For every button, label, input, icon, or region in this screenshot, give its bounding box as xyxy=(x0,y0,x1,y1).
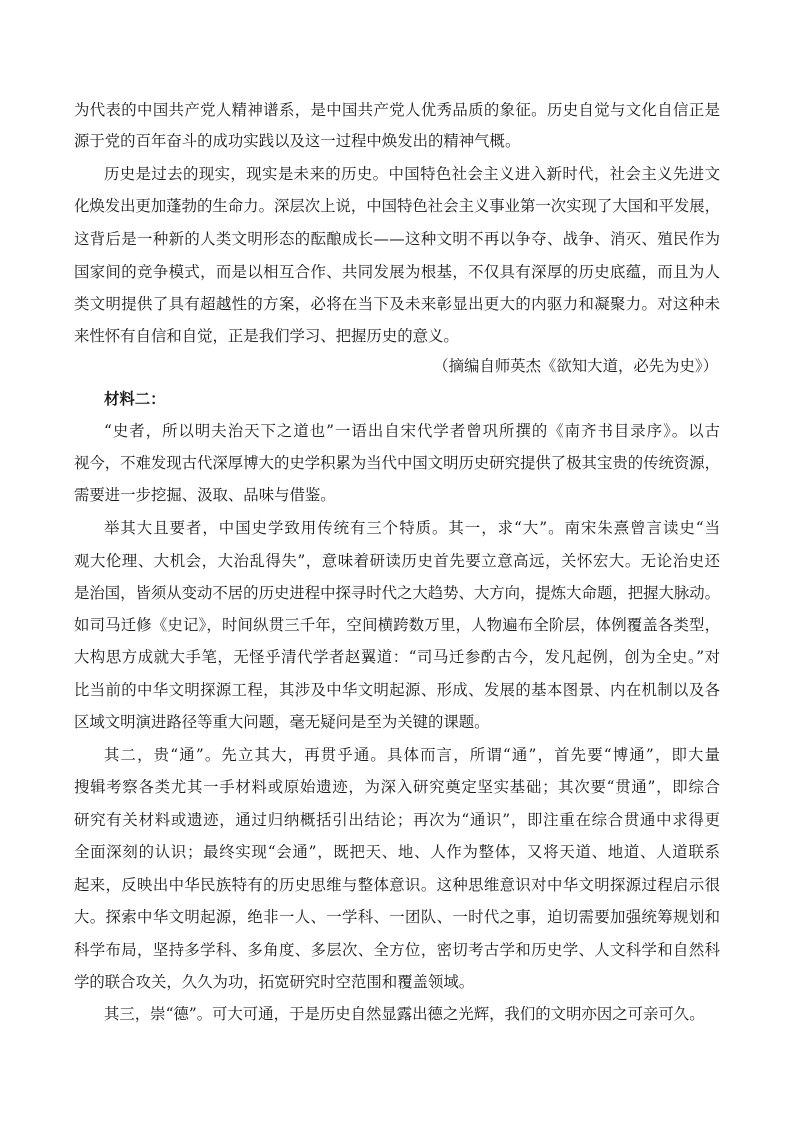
source-citation: （摘编自师英杰《欲知大道，必先为史》） xyxy=(433,357,718,375)
text-line: 举其大且要者，中国史学致用传统有三个特质。其一，求“大”。南宋朱熹曾言读史“当 xyxy=(104,519,722,537)
text-line: 国家间的竞争模式，而是以相互合作、共同发展为根基，不仅具有深厚的历史底蕴，而且为人 xyxy=(74,263,721,281)
text-line: 视今，不难发现古代深厚博大的史学积累为当代中国文明历史研究提供了极其宝贵的传统资源， xyxy=(74,454,720,472)
text-line: 比当前的中华文明探源工程，其涉及中华文明起源、形成、发展的基本图景、内在机制以及各 xyxy=(74,681,721,699)
text-line: 为代表的中国共产党人精神谱系，是中国共产党人优秀品质的象征。历史自觉与文化自信正是 xyxy=(74,101,721,119)
text-line: 区域文明演进路径等重大问题，毫无疑问是至为关键的课题。 xyxy=(74,713,490,731)
text-line: 全面深刻的认识；最终实现“会通”，既把天、地、人作为整体，又将天道、地道、人道联系 xyxy=(74,843,721,861)
text-line: 类文明提供了具有超越性的方案，必将在当下及未来彰显出更大的内驱力和凝聚力。对这种未 xyxy=(74,295,721,313)
text-line: 观大伦理、大机会，大治乱得失”，意味着研读历史首先要立意高远，关怀宏大。无论治史还 xyxy=(74,552,721,570)
text-line: 如司马迁修《史记》，时间纵贯三千年，空间横跨数万里，人物遍布全阶层，体例覆盖各类型， xyxy=(74,616,721,634)
text-line: 历史是过去的现实，现实是未来的历史。中国特色社会主义进入新时代，社会主义先进文 xyxy=(104,165,721,183)
text-line: 科学布局，坚持多学科、多角度、多层次、全方位，密切考古学和历史学、人文科学和自然科 xyxy=(74,941,721,959)
text-line: 这背后是一种新的人类文明形态的酝酿成长——这种文明不再以争夺、战争、消灭、殖民作为 xyxy=(74,230,721,248)
text-line: 学的联合攻关，久久为功，拓宽研究时空范围和覆盖领域。 xyxy=(74,973,475,991)
text-line: 大构思方成就大手笔，无怪乎清代学者赵翼道：“司马迁参酌古今，发凡起例，创为全史。”对 xyxy=(74,648,721,666)
text-line: 搜辑考察各类尤其一手材料或原始遗迹，为深入研究奠定坚实基础；其次要“贯通”，即综合 xyxy=(74,778,721,796)
text-line: 来性怀有自信和自觉，正是我们学习、把握历史的意义。 xyxy=(74,327,459,345)
text-line: “史者，所以明夫治天下之道也”一语出自宋代学者曾巩所撰的《南齐书目录序》。以古 xyxy=(104,422,721,440)
text-line: 化焕发出更加蓬勃的生命力。深层次上说，中国特色社会主义事业第一次实现了大国和平发展， xyxy=(74,197,720,215)
text-line: 其三，崇“德”。可大可通，于是历史自然显露出德之光辉，我们的文明亦因之可亲可久。 xyxy=(104,1005,705,1023)
text-line: 是治国，皆须从变动不居的历史进程中探寻时代之大趋势、大方向，提炼大命题，把握大脉动。 xyxy=(74,584,720,602)
text-line: 起来，反映出中华民族特有的历史思维与整体意识。这种思维意识对中华文明探源过程启示很 xyxy=(74,876,721,894)
section-heading: 材料二： xyxy=(104,390,166,408)
text-line: 源于党的百年奋斗的成功实践以及这一过程中焕发出的精神气概。 xyxy=(74,132,521,150)
text-line: 其二，贵“通”。先立其大，再贯乎通。具体而言，所谓“通”，首先要“博通”，即大量 xyxy=(104,746,722,764)
text-line: 研究有关材料或遗迹，通过归纳概括引出结论；再次为“通识”，即注重在综合贯通中求得更 xyxy=(74,811,721,829)
text-line: 需要进一步挖掘、汲取、品味与借鉴。 xyxy=(74,486,336,504)
text-line: 大。探索中华文明起源，绝非一人、一学科、一团队、一时代之事，迫切需要加强统筹规划和 xyxy=(74,908,721,926)
